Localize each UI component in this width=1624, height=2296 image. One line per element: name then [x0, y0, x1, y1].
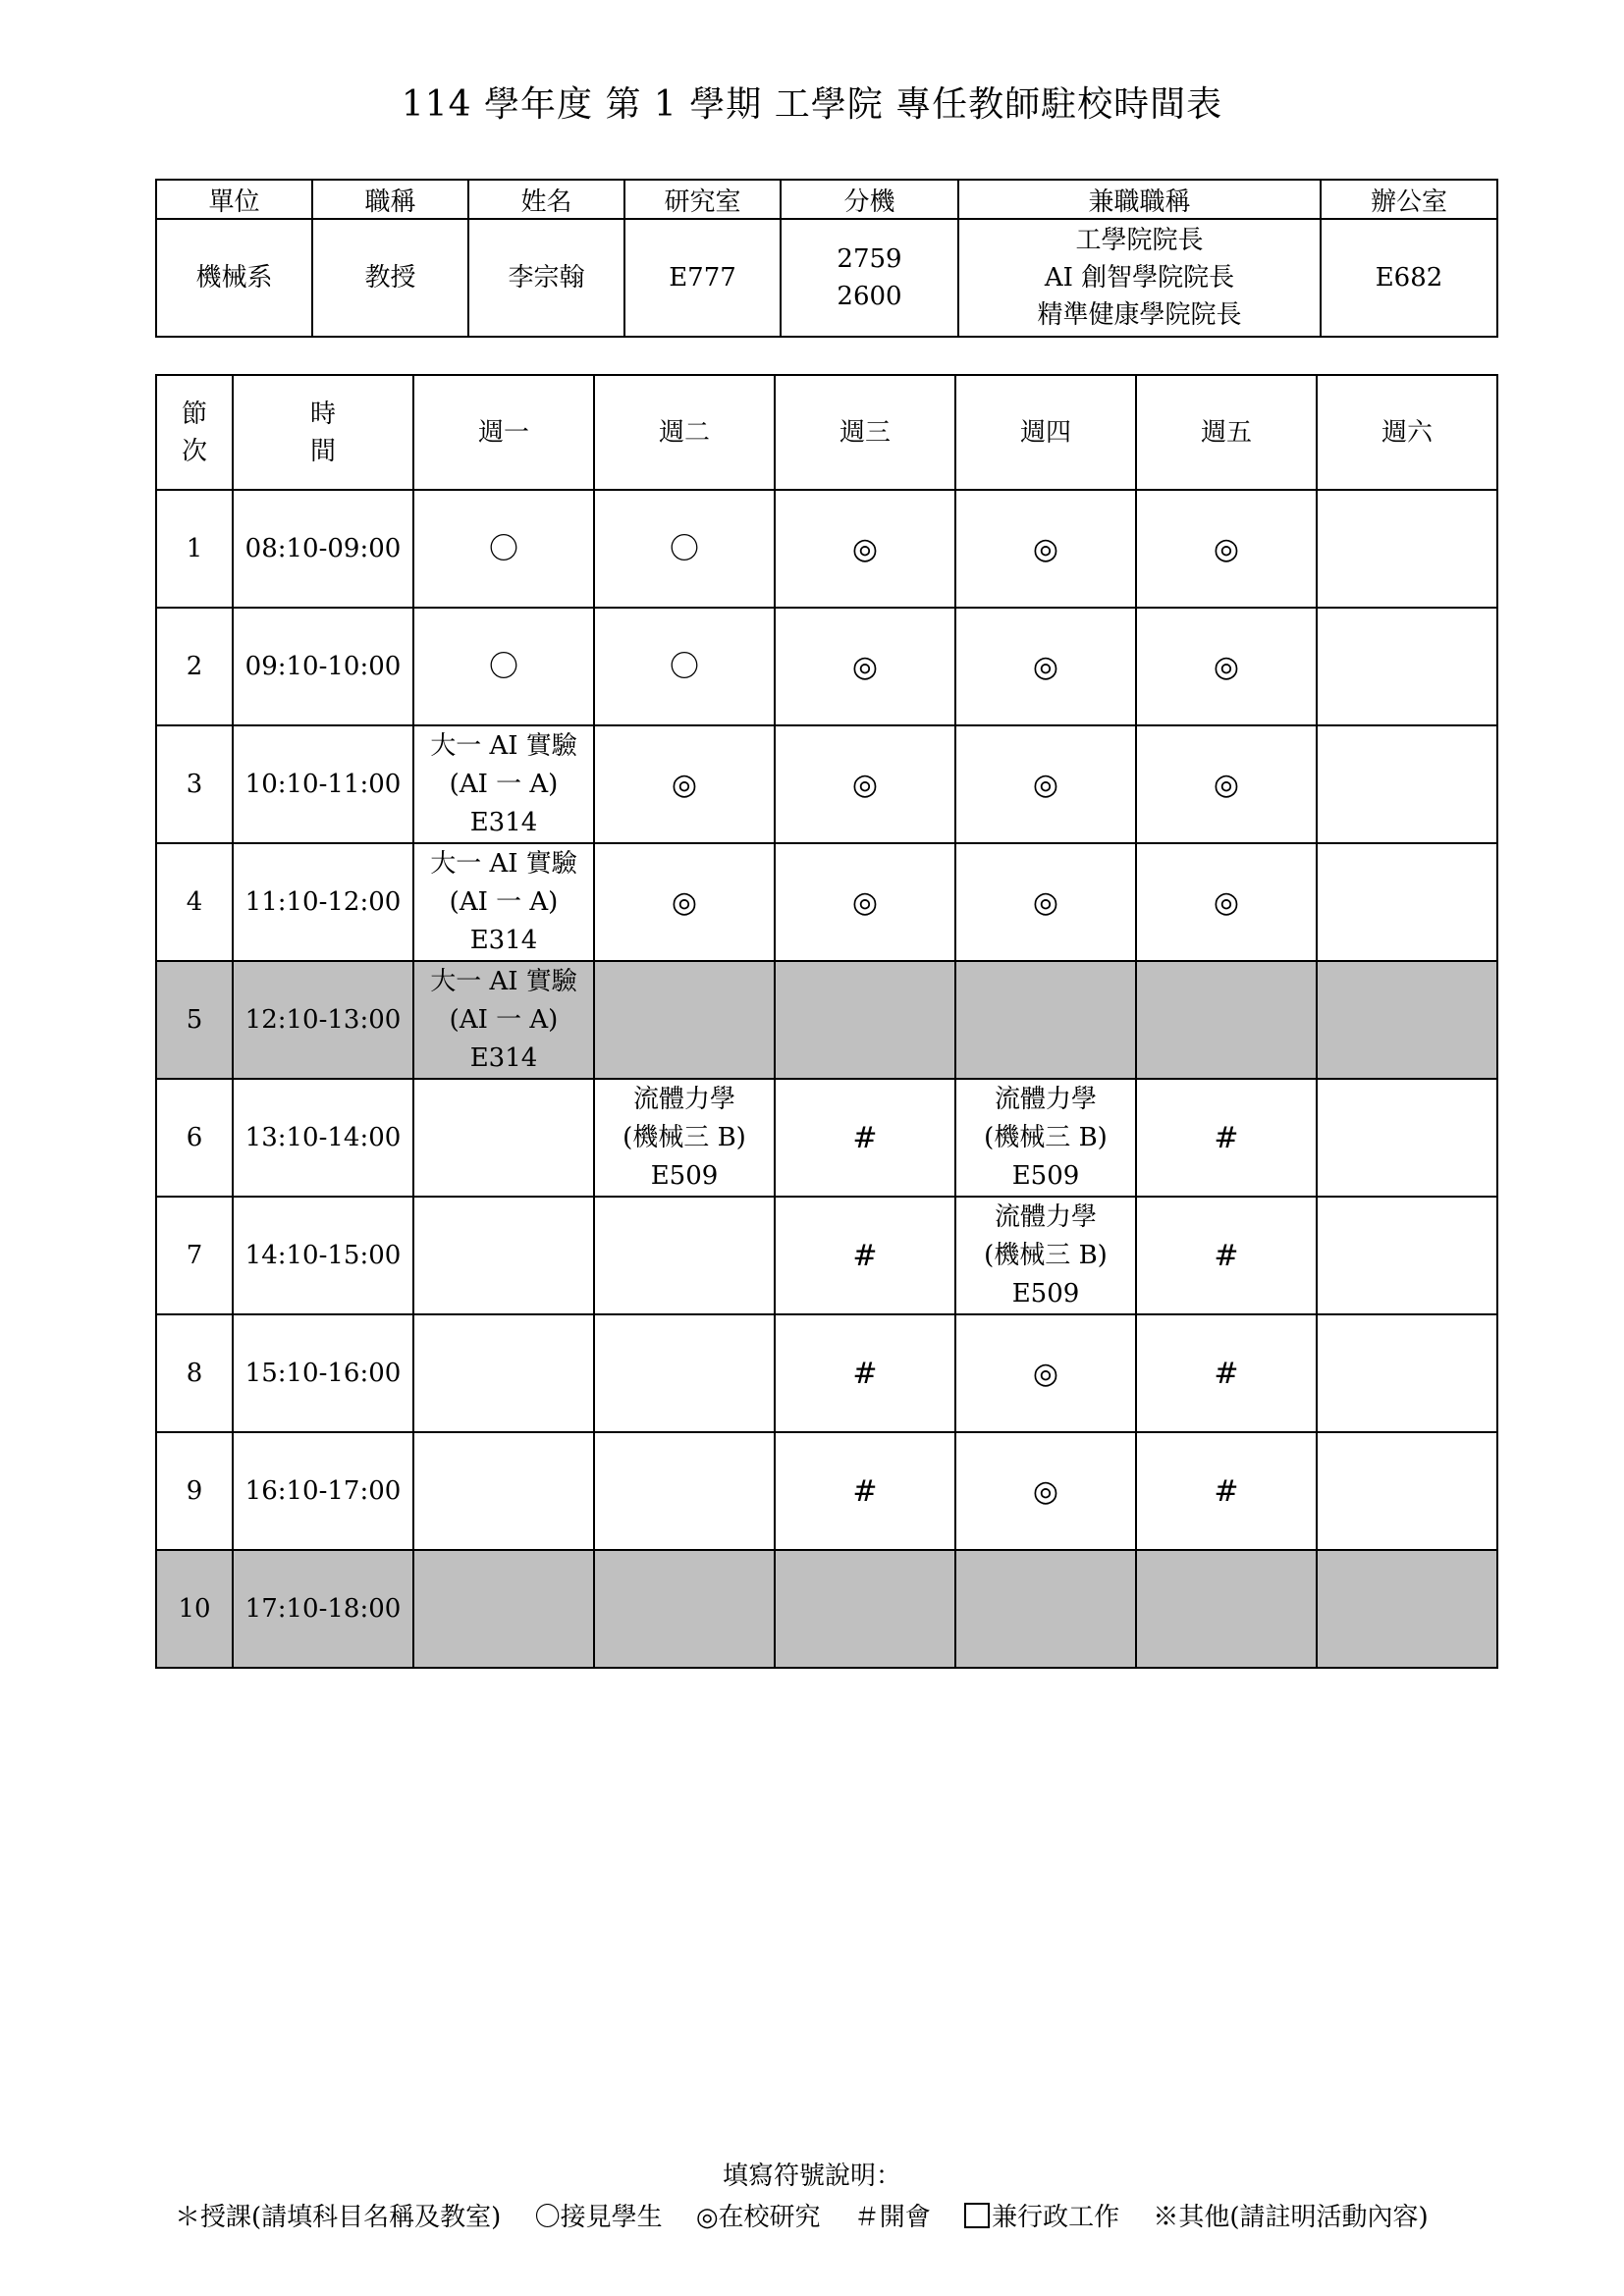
time-cell: 12:10-13:00 [233, 961, 413, 1079]
status-symbol: # [1214, 1356, 1239, 1391]
schedule-cell [594, 725, 775, 843]
time-cell: 15:10-16:00 [233, 1314, 413, 1432]
table-row [156, 725, 1497, 843]
course-line: E509 [1011, 1160, 1080, 1191]
info-header-row [156, 180, 1497, 219]
status-symbol: 〇 [489, 531, 518, 566]
info-office: E682 [1321, 219, 1497, 337]
status-symbol: # [852, 1238, 878, 1273]
schedule-cell [594, 1432, 775, 1550]
schedule-cell [1136, 608, 1317, 725]
status-symbol: ◎ [851, 767, 879, 802]
status-symbol: 〇 [489, 649, 518, 684]
header-time [233, 375, 413, 490]
schedule-table [155, 374, 1498, 1669]
legend-item-meeting: ＃開會 [853, 2203, 931, 2232]
schedule-cell [594, 1314, 775, 1432]
period-cell: 10 [156, 1550, 233, 1668]
schedule-cell [955, 1314, 1136, 1432]
schedule-cell [594, 608, 775, 725]
time-cell: 16:10-17:00 [233, 1432, 413, 1550]
schedule-cell [955, 1432, 1136, 1550]
status-symbol: ◎ [851, 884, 879, 920]
header-day: 週二 [594, 375, 775, 490]
schedule-header-row [156, 375, 1497, 490]
period-cell: 7 [156, 1197, 233, 1314]
schedule-cell [1136, 490, 1317, 608]
info-header-office: 辦公室 [1321, 180, 1497, 219]
legend-item-admin-label: 兼行政工作 [992, 2203, 1120, 2232]
schedule-cell [1317, 1079, 1497, 1197]
time-cell: 11:10-12:00 [233, 843, 413, 961]
time-cell: 09:10-10:00 [233, 608, 413, 725]
status-symbol: ◎ [1213, 884, 1240, 920]
course-line: E314 [469, 1042, 538, 1073]
info-header-unit: 單位 [156, 180, 312, 219]
status-symbol: 〇 [670, 531, 699, 566]
course-line: (AI 一 A) [449, 1004, 559, 1035]
schedule-cell [955, 1550, 1136, 1668]
table-row [156, 843, 1497, 961]
info-lab: E777 [624, 219, 781, 337]
course-line: (機械三 B) [623, 1122, 746, 1152]
table-row [156, 1079, 1497, 1197]
course-line: E314 [469, 925, 538, 955]
period-cell: 4 [156, 843, 233, 961]
schedule-cell [594, 1079, 775, 1197]
table-row [156, 961, 1497, 1079]
period-cell: 3 [156, 725, 233, 843]
info-rank: 教授 [312, 219, 468, 337]
status-symbol: # [1214, 1473, 1239, 1509]
course-line: E509 [1011, 1278, 1080, 1308]
status-symbol: ◎ [851, 531, 879, 566]
schedule-cell [1136, 1197, 1317, 1314]
header-period-char: 節 [181, 399, 207, 429]
header-period-char: 次 [181, 436, 207, 466]
course-line: 大一 AI 實驗 [430, 730, 577, 761]
schedule-cell [413, 1197, 594, 1314]
header-time-char: 時 [309, 399, 336, 429]
teacher-info-table [155, 179, 1498, 338]
time-cell: 08:10-09:00 [233, 490, 413, 608]
table-row [156, 1432, 1497, 1550]
legend-item-research: ◎在校研究 [695, 2203, 821, 2232]
info-header-concurrent: 兼職職稱 [958, 180, 1321, 219]
course-line: (機械三 B) [984, 1122, 1108, 1152]
info-header-ext: 分機 [781, 180, 958, 219]
header-day: 週六 [1317, 375, 1497, 490]
status-symbol: ◎ [1213, 767, 1240, 802]
info-concurrent-line: AI 創智學院院長 [1044, 263, 1235, 293]
status-symbol: 〇 [670, 649, 699, 684]
schedule-cell [1317, 490, 1497, 608]
schedule-cell [775, 608, 955, 725]
status-symbol: # [852, 1120, 878, 1155]
course-line: 流體力學 [994, 1084, 1097, 1114]
course-line: 流體力學 [632, 1084, 735, 1114]
period-cell: 1 [156, 490, 233, 608]
schedule-cell [775, 843, 955, 961]
info-ext-line: 2759 [837, 244, 902, 274]
schedule-cell [775, 1197, 955, 1314]
schedule-cell [1317, 725, 1497, 843]
schedule-cell [594, 490, 775, 608]
schedule-cell [1136, 1314, 1317, 1432]
time-cell: 13:10-14:00 [233, 1079, 413, 1197]
course-line: E314 [469, 807, 538, 837]
table-row [156, 1550, 1497, 1668]
legend [175, 2197, 1454, 2233]
status-symbol: ◎ [1213, 531, 1240, 566]
table-row [156, 490, 1497, 608]
schedule-cell [1317, 1314, 1497, 1432]
course-line: 大一 AI 實驗 [430, 848, 577, 879]
schedule-cell [775, 1550, 955, 1668]
schedule-cell [775, 961, 955, 1079]
legend-item-other: ※其他(請註明活動內容) [1153, 2203, 1429, 2232]
info-concurrent [958, 219, 1321, 337]
table-row [156, 608, 1497, 725]
legend-title: 填寫符號說明： [722, 2162, 901, 2191]
legend-item-meet-students: 〇接見學生 [534, 2203, 663, 2232]
schedule-cell [955, 725, 1136, 843]
schedule-cell [955, 843, 1136, 961]
info-ext [781, 219, 958, 337]
info-concurrent-line: 工學院院長 [1075, 226, 1204, 255]
period-cell: 2 [156, 608, 233, 725]
schedule-body [156, 490, 1497, 1668]
schedule-cell [413, 1314, 594, 1432]
schedule-cell [1317, 1197, 1497, 1314]
time-cell: 14:10-15:00 [233, 1197, 413, 1314]
table-row [156, 1197, 1497, 1314]
schedule-cell [413, 1550, 594, 1668]
schedule-cell [413, 1079, 594, 1197]
period-cell: 6 [156, 1079, 233, 1197]
course-line: (AI 一 A) [449, 886, 559, 917]
schedule-cell [1136, 1550, 1317, 1668]
info-header-rank: 職稱 [312, 180, 468, 219]
schedule-cell [1317, 843, 1497, 961]
course-line: 大一 AI 實驗 [430, 966, 577, 996]
legend-item-admin [964, 2203, 1119, 2232]
header-day: 週三 [775, 375, 955, 490]
course-line: (機械三 B) [984, 1240, 1108, 1270]
status-symbol: ◎ [1213, 649, 1240, 684]
info-header-lab: 研究室 [624, 180, 781, 219]
status-symbol: # [852, 1473, 878, 1509]
header-time-char: 間 [309, 436, 336, 466]
course-line: E509 [650, 1160, 719, 1191]
schedule-cell [955, 490, 1136, 608]
legend-item-teaching: ＊授課(請填科目名稱及教室) [175, 2203, 502, 2232]
checkbox-square-icon [964, 2203, 990, 2228]
header-day: 週五 [1136, 375, 1317, 490]
status-symbol: ◎ [1032, 767, 1059, 802]
period-cell: 5 [156, 961, 233, 1079]
schedule-cell [594, 843, 775, 961]
header-period [156, 375, 233, 490]
schedule-cell [1317, 608, 1497, 725]
status-symbol: # [1214, 1120, 1239, 1155]
schedule-cell [1136, 843, 1317, 961]
time-cell: 10:10-11:00 [233, 725, 413, 843]
header-day: 週一 [413, 375, 594, 490]
info-ext-line: 2600 [837, 282, 902, 311]
time-cell: 17:10-18:00 [233, 1550, 413, 1668]
page-title: 114 學年度 第 1 學期 工學院 專任教師駐校時間表 [401, 84, 1223, 125]
status-symbol: ◎ [671, 884, 698, 920]
course-line: (AI 一 A) [449, 769, 559, 799]
schedule-cell [775, 725, 955, 843]
table-row [156, 1314, 1497, 1432]
schedule-cell [775, 1079, 955, 1197]
schedule-cell [594, 1550, 775, 1668]
schedule-cell [413, 1432, 594, 1550]
schedule-cell [955, 1079, 1136, 1197]
schedule-cell [1317, 1432, 1497, 1550]
schedule-cell [594, 1197, 775, 1314]
status-symbol: # [1214, 1238, 1239, 1273]
status-symbol: # [852, 1356, 878, 1391]
status-symbol: ◎ [1032, 1356, 1059, 1391]
schedule-cell [1317, 1550, 1497, 1668]
course-line: 流體力學 [994, 1201, 1097, 1232]
period-cell: 8 [156, 1314, 233, 1432]
info-value-row [156, 219, 1497, 337]
status-symbol: ◎ [671, 767, 698, 802]
schedule-cell [1136, 725, 1317, 843]
info-name: 李宗翰 [468, 219, 624, 337]
status-symbol: ◎ [851, 649, 879, 684]
schedule-cell [775, 1314, 955, 1432]
info-unit: 機械系 [156, 219, 312, 337]
schedule-cell [955, 961, 1136, 1079]
schedule-cell [1136, 1432, 1317, 1550]
schedule-cell [955, 608, 1136, 725]
period-cell: 9 [156, 1432, 233, 1550]
schedule-cell [775, 1432, 955, 1550]
schedule-cell [1136, 1079, 1317, 1197]
schedule-cell [955, 1197, 1136, 1314]
schedule-cell [413, 725, 594, 843]
schedule-cell [775, 490, 955, 608]
info-concurrent-line: 精準健康學院院長 [1037, 300, 1242, 330]
status-symbol: ◎ [1032, 531, 1059, 566]
info-header-name: 姓名 [468, 180, 624, 219]
status-symbol: ◎ [1032, 1473, 1059, 1509]
header-day: 週四 [955, 375, 1136, 490]
schedule-cell [1317, 961, 1497, 1079]
schedule-cell [594, 961, 775, 1079]
schedule-cell [413, 843, 594, 961]
status-symbol: ◎ [1032, 884, 1059, 920]
schedule-cell [413, 961, 594, 1079]
schedule-cell [413, 490, 594, 608]
status-symbol: ◎ [1032, 649, 1059, 684]
schedule-cell [413, 608, 594, 725]
schedule-cell [1136, 961, 1317, 1079]
